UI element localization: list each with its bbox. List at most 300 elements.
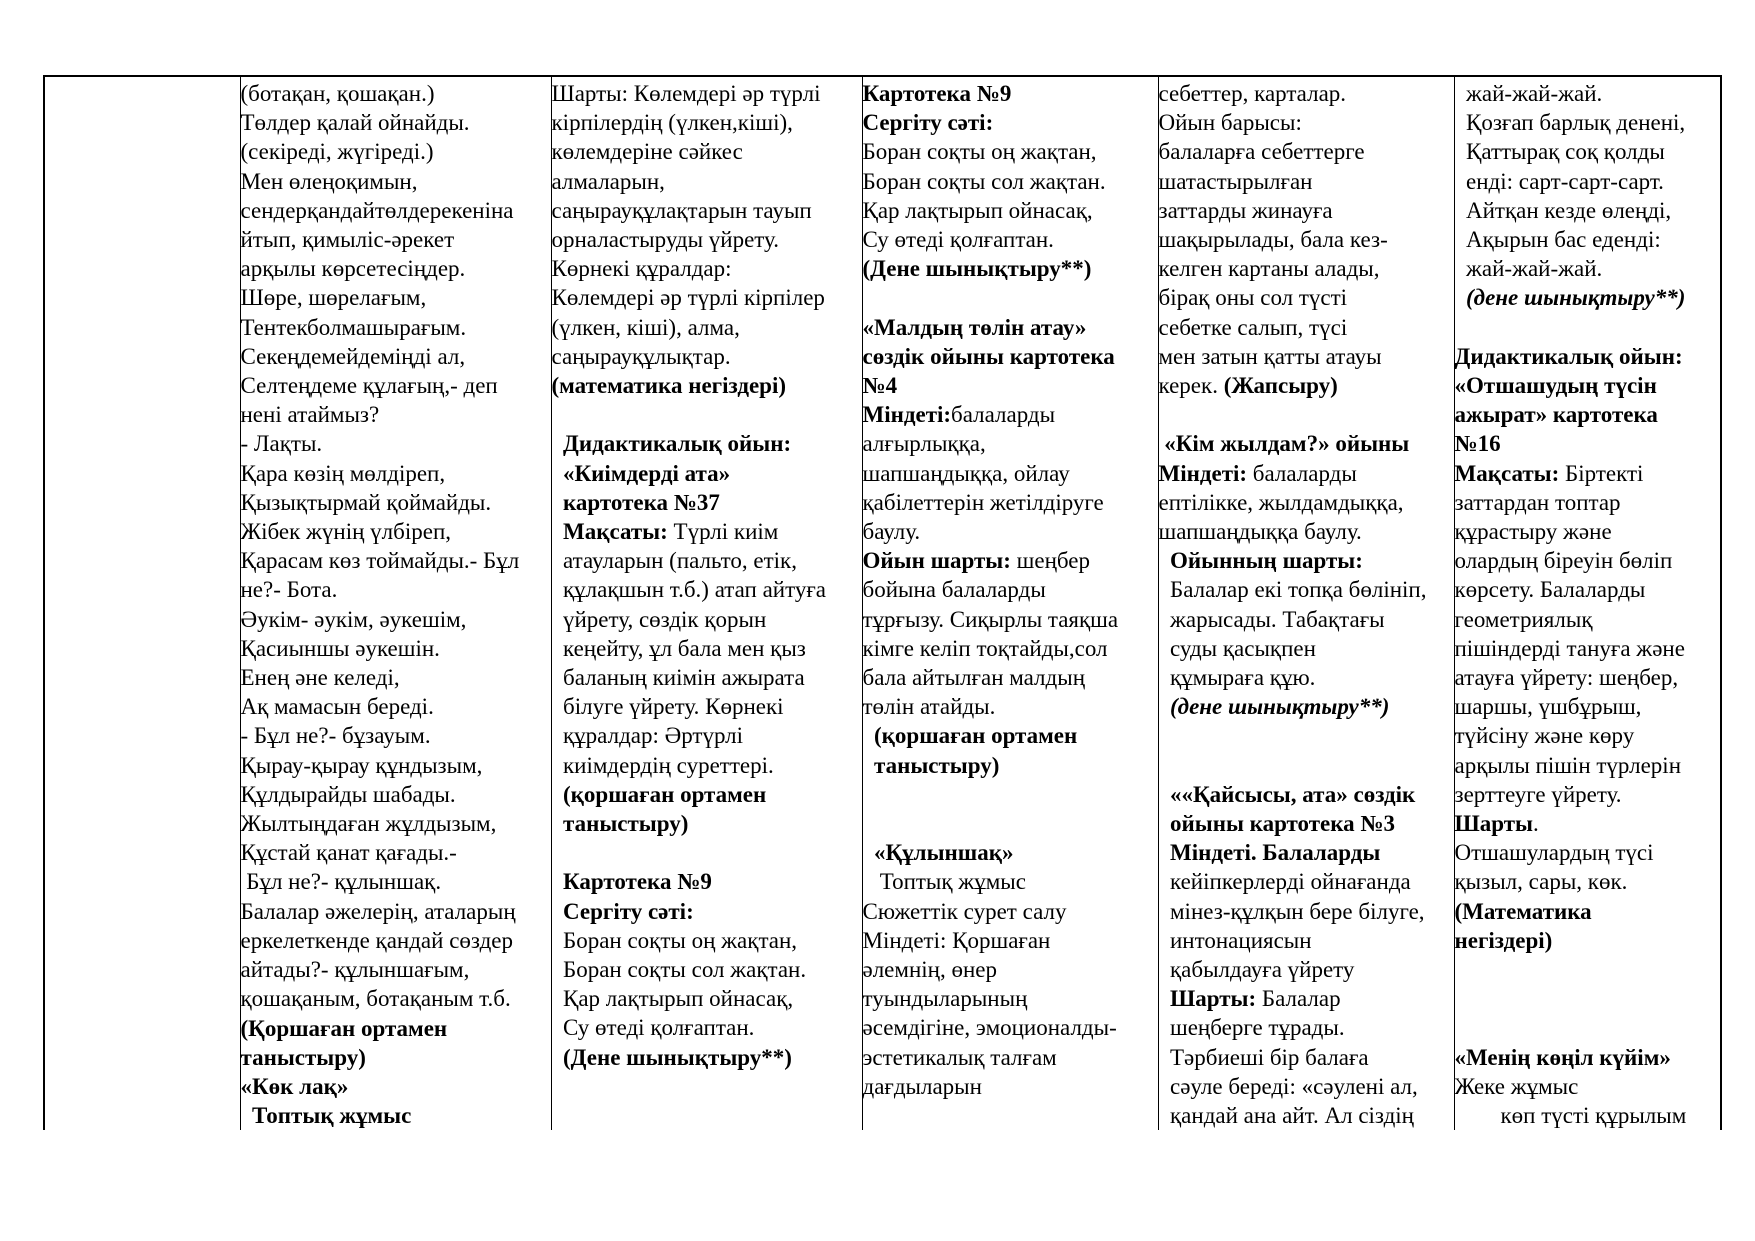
text-line (1159, 634, 1454, 663)
text-line (552, 605, 862, 634)
text-line-main: Картотека №9 (551, 869, 712, 895)
text-line (241, 1043, 551, 1072)
text-line-main: жай-жай-жай. (1454, 81, 1603, 106)
text-line-rest: Балалар (1261, 986, 1341, 1012)
text-line-main: арқылы көрсетесіңдер. (240, 256, 466, 282)
text-line-main: (Қоршаған ортамен (240, 1015, 448, 1041)
text-line (1159, 400, 1454, 429)
lesson-plan-table (43, 75, 1722, 1130)
text-line-main: қошақаным, ботақаным т.б. (240, 986, 511, 1012)
text-line-main: геометриялық (1454, 606, 1593, 632)
text-line-main: Ақырын бас еденді: (1454, 227, 1661, 253)
text-line-main: Топтық жұмыс (862, 869, 1026, 895)
text-line (241, 371, 551, 400)
text-line (1159, 897, 1454, 926)
text-line (552, 313, 862, 342)
text-line (1159, 283, 1454, 312)
text-line-rest: Біртекті (1565, 460, 1644, 486)
text-line (863, 838, 1158, 867)
text-line (1159, 721, 1454, 750)
text-line (1455, 517, 1721, 546)
text-line-main: йтып, қимыліс-әрекет (240, 227, 455, 253)
text-line (863, 429, 1158, 458)
text-line-main: қандай ана айт. Ал сіздің (1158, 1103, 1414, 1129)
text-line (863, 546, 1158, 575)
text-line (552, 663, 862, 692)
text-line (1455, 167, 1721, 196)
text-line-main: балаларға себеттерге (1158, 139, 1365, 165)
text-line-main: (үлкен, кіші), алма, (551, 314, 740, 340)
text-line (241, 225, 551, 254)
text-line-main: Секеңдемейдеміңді ал, (240, 343, 466, 369)
text-line (1159, 254, 1454, 283)
text-line (552, 838, 862, 867)
text-line-main: мінез-құлқын бере білуге, (1158, 898, 1425, 924)
text-line (1455, 1072, 1721, 1101)
text-line-main: Қар лақтырып ойнасақ, (551, 986, 794, 1012)
text-line (241, 137, 551, 166)
text-line (552, 225, 862, 254)
text-line (863, 459, 1158, 488)
text-line-main: «Менің көңіл күйім» (1454, 1044, 1671, 1070)
text-line-main: Мақсаты: (1454, 460, 1566, 486)
text-line (1455, 867, 1721, 896)
text-line-main: Балалар әжелерің, аталарың (240, 898, 516, 924)
text-line-main: кімге келіп тоқтайды,сол (862, 635, 1108, 661)
text-line-main: Ойынның шарты: (1158, 548, 1363, 574)
text-line (863, 809, 1158, 838)
text-line (1455, 225, 1721, 254)
text-line (863, 605, 1158, 634)
text-line-main: (ботақан, қошақан.) (240, 81, 435, 106)
text-line (241, 663, 551, 692)
text-line-main: бала айтылған малдың (862, 665, 1085, 691)
text-line-main: үйрету, сөздік қорын (551, 606, 767, 632)
text-line-main: келген картаны алады, (1158, 256, 1380, 282)
text-line (863, 634, 1158, 663)
text-line-main: Ақ мамасын береді. (240, 694, 434, 720)
text-line (863, 1072, 1158, 1101)
text-line (1159, 546, 1454, 575)
text-line-main: көп түсті құрылым (1454, 1103, 1687, 1129)
text-line (552, 342, 862, 371)
text-line (1159, 137, 1454, 166)
text-line-main: Отшашулардың түсі (1454, 840, 1654, 866)
text-line-main: Ойын шарты: (862, 548, 1017, 574)
text-line (241, 517, 551, 546)
text-line-main: Жеке жұмыс (1454, 1073, 1579, 1099)
text-line-main: (дене шынықтыру**) (1454, 285, 1686, 311)
text-line (1455, 575, 1721, 604)
text-line-main: Сергіту сәті: (551, 898, 694, 924)
text-line-main: алғырлыққа, (862, 431, 986, 457)
text-line (1455, 400, 1721, 429)
text-line-main: Қара көзің мөлдіреп, (240, 460, 446, 486)
table-cell-column-3 (862, 76, 1158, 1130)
text-line-main: таныстыру) (551, 811, 689, 837)
text-line (241, 254, 551, 283)
text-line (552, 517, 862, 546)
text-line (863, 721, 1158, 750)
text-line (1455, 459, 1721, 488)
text-line (241, 955, 551, 984)
text-line (552, 780, 862, 809)
text-line (241, 575, 551, 604)
text-line-main: Міндеті: Қоршаған (862, 927, 1051, 953)
text-line-main: себеттер, карталар. (1158, 81, 1347, 106)
text-line (1159, 1101, 1454, 1130)
text-line (1455, 313, 1721, 342)
text-line-main: Әукім- әукім, әукешім, (240, 606, 467, 632)
text-line-main: бірақ оны сол түсті (1158, 285, 1348, 311)
text-line (552, 429, 862, 458)
text-line (241, 692, 551, 721)
text-line-main: не?- Бота. (240, 577, 338, 603)
text-line (1455, 108, 1721, 137)
text-line (552, 721, 862, 750)
text-line (552, 254, 862, 283)
text-line-rest: балаларды (951, 402, 1056, 428)
text-line-main: заттардан топтар (1454, 489, 1621, 515)
text-line-main: арқылы пішін түрлерін (1454, 752, 1682, 778)
text-line (241, 984, 551, 1013)
text-line-main: баланың киімін ажырата (551, 665, 805, 691)
text-line-main: Айтқан кезде өлеңді, (1454, 197, 1672, 223)
text-line-main: керек. (1158, 373, 1224, 399)
text-line-main: әлемнің, өнер (862, 957, 997, 983)
text-line (863, 137, 1158, 166)
text-line (241, 1101, 551, 1130)
text-line (863, 897, 1158, 926)
text-line-main: заттарды жинауға (1158, 197, 1333, 223)
text-line (1159, 867, 1454, 896)
text-line-main: «Малдың төлін атау» (862, 314, 1087, 340)
text-line (1159, 780, 1454, 809)
text-line (1159, 225, 1454, 254)
text-line-main: - Бұл не?- бұзауым. (240, 723, 431, 749)
text-line (1455, 488, 1721, 517)
text-line-main: Боран соқты сол жақтан. (551, 957, 807, 983)
text-line (1455, 926, 1721, 955)
text-line (552, 926, 862, 955)
text-line (552, 575, 862, 604)
text-line (863, 1043, 1158, 1072)
text-line-main: Көлемдері әр түрлі кірпілер (551, 285, 825, 311)
text-line-main: саңырауқұлықтар. (551, 343, 731, 369)
text-line-main: себетке салып, түсі (1158, 314, 1348, 340)
text-line (1159, 1072, 1454, 1101)
text-line (863, 751, 1158, 780)
text-line (1159, 196, 1454, 225)
text-line-main: Су өтеді қолғаптан. (551, 1015, 755, 1041)
text-line-main: білуге үйрету. Көрнекі (551, 694, 784, 720)
text-line (552, 79, 862, 108)
text-line (1455, 984, 1721, 1013)
text-line-main: көрсету. Балаларды (1454, 577, 1646, 603)
text-line (241, 838, 551, 867)
text-line-main: айтады?- құлыншағым, (240, 957, 470, 983)
text-line (552, 108, 862, 137)
text-line-main: шапшаңдыққа, ойлау (862, 460, 1070, 486)
text-line (1455, 196, 1721, 225)
text-line-main: Боран соқты оң жақтан, (551, 927, 798, 953)
text-line-main: Селтеңдеме құлағың,- деп (240, 373, 498, 399)
text-line-main: Картотека №9 (862, 81, 1012, 106)
text-line (863, 575, 1158, 604)
text-line (552, 809, 862, 838)
text-line-main: Балалар екі топқа бөлініп, (1158, 577, 1427, 603)
text-line-main: (дене шынықтыру**) (1158, 694, 1390, 720)
text-line (241, 79, 551, 108)
text-line (241, 867, 551, 896)
text-line (241, 926, 551, 955)
text-line-rest: . (1533, 811, 1539, 837)
text-line (863, 283, 1158, 312)
text-line-main: - Лақты. (240, 431, 323, 457)
text-line-main: қызыл, сары, көк. (1454, 869, 1628, 895)
text-line (863, 692, 1158, 721)
text-line-main: Төлдер қалай ойнайды. (240, 110, 470, 136)
text-line (863, 1013, 1158, 1042)
text-line (863, 926, 1158, 955)
text-line (1159, 663, 1454, 692)
text-line-main: интонациясын (1158, 927, 1312, 953)
text-line-main: бойына балаларды (862, 577, 1046, 603)
text-line-main: Шарты: (1158, 986, 1262, 1012)
text-line (863, 313, 1158, 342)
text-line-main: шеңберге тұрады. (1158, 1015, 1345, 1041)
text-line (241, 196, 551, 225)
text-line-main: (Дене шынықтыру**) (551, 1044, 792, 1070)
text-line-main: «Отшашудың түсін (1454, 373, 1657, 399)
text-line-main: эстетикалық талғам (862, 1044, 1057, 1070)
text-line (552, 751, 862, 780)
text-line-main: киімдердің суреттері. (551, 752, 774, 778)
text-line (241, 1072, 551, 1101)
text-line-main: саңырауқұлақтарын тауып (551, 197, 812, 223)
text-line (1159, 575, 1454, 604)
text-line (1159, 517, 1454, 546)
text-line (1455, 137, 1721, 166)
text-line (863, 488, 1158, 517)
text-line (1159, 342, 1454, 371)
text-line (1455, 955, 1721, 984)
text-line (241, 488, 551, 517)
text-line-main: құрастыру және (1454, 519, 1612, 545)
text-line (241, 459, 551, 488)
text-line-main: ойыны картотека №3 (1158, 811, 1396, 837)
text-line (552, 196, 862, 225)
text-line (552, 1043, 862, 1072)
text-line-main: әсемдігіне, эмоционалды- (862, 1015, 1117, 1041)
text-line-rest: балаларды (1252, 460, 1357, 486)
text-line-main: мен затын қатты атауы (1158, 343, 1382, 369)
text-line-main: нені атаймыз? (240, 402, 380, 428)
text-line (552, 167, 862, 196)
table-cell-column-2 (551, 76, 862, 1130)
text-line-main: ажырат» картотека (1454, 402, 1658, 428)
text-line (1455, 546, 1721, 575)
text-line (552, 984, 862, 1013)
text-line-main: шапшаңдыққа баулу. (1158, 519, 1362, 545)
text-line-main: Құстай қанат қағады.- (240, 840, 457, 866)
text-line-main: Қар лақтырып ойнасақ, (862, 197, 1093, 223)
text-line-main: Енең әне келеді, (240, 665, 400, 691)
text-line-main: Қарасам көз тоймайды.- Бұл (240, 548, 520, 574)
text-line (863, 167, 1158, 196)
text-line (1159, 429, 1454, 458)
text-line-main: Мен өлеңоқимын, (240, 168, 418, 194)
text-line-main: Құлдырайды шабады. (240, 781, 456, 807)
text-line-main: Көрнекі құралдар: (551, 256, 732, 282)
text-line-main: Қырау-қырау құндызым, (240, 752, 483, 778)
text-line (552, 692, 862, 721)
text-line (1455, 809, 1721, 838)
text-line-main: құмыраға құю. (1158, 665, 1316, 691)
text-line-main: Сюжеттік сурет салу (862, 898, 1067, 924)
text-line-rest: Түрлі киім (673, 519, 779, 545)
text-line-main: «Көк лақ» (240, 1073, 349, 1099)
text-line (1455, 634, 1721, 663)
text-line-main: таныстыру) (240, 1044, 366, 1070)
text-line-main: негіздері) (1454, 927, 1553, 953)
text-line (1455, 751, 1721, 780)
text-line (1159, 838, 1454, 867)
text-line (552, 459, 862, 488)
text-line (1159, 108, 1454, 137)
text-line (863, 371, 1158, 400)
text-line (1159, 167, 1454, 196)
table-row (44, 76, 1721, 1130)
text-line-main: зерттеуге үйрету. (1454, 781, 1622, 807)
text-line (1455, 663, 1721, 692)
text-line-main: Мақсаты: (551, 519, 674, 545)
text-line-main: кейіпкерлерді ойнағанда (1158, 869, 1411, 895)
text-line (552, 867, 862, 896)
text-line (1455, 838, 1721, 867)
text-line-main: шатастырылған (1158, 168, 1313, 194)
text-line (863, 517, 1158, 546)
text-line-main: суды қасықпен (1158, 635, 1316, 661)
text-line (241, 429, 551, 458)
text-line-main: Шөре, шөрелағым, (240, 285, 427, 311)
text-line-main: енді: сарт-сарт-сарт. (1454, 168, 1664, 194)
text-line (863, 79, 1158, 108)
table-cell-column-4 (1158, 76, 1454, 1130)
text-line (241, 897, 551, 926)
text-line-main: кірпілердің (үлкен,кіші), (551, 110, 793, 136)
text-line (241, 809, 551, 838)
text-line-main: картотека №37 (551, 489, 720, 515)
text-line-main: алмаларын, (551, 168, 665, 194)
text-line-main: ««Қайсысы, ата» сөздік (1158, 781, 1416, 807)
text-line (241, 605, 551, 634)
text-line (1455, 692, 1721, 721)
text-line-main: құлақшын т.б.) атап айтуға (551, 577, 827, 603)
text-line-main: дағдыларын (862, 1073, 982, 1099)
text-line (1159, 692, 1454, 721)
text-line-main: «Киімдерді ата» (551, 460, 731, 486)
text-line-main: сәуле береді: «сәулені ал, (1158, 1073, 1418, 1099)
text-line (552, 371, 862, 400)
text-line (1455, 342, 1721, 371)
text-line-main: Қаттырақ соқ қолды (1454, 139, 1665, 165)
text-line-main: Міндеті: (862, 402, 952, 428)
text-line (241, 283, 551, 312)
text-line-main: Тәрбиеші бір балаға (1158, 1044, 1369, 1070)
text-line (1455, 780, 1721, 809)
text-line (863, 342, 1158, 371)
text-line (1455, 371, 1721, 400)
text-line (552, 488, 862, 517)
text-line-main: Жылтыңдаған жұлдызым, (240, 811, 497, 837)
text-line-main: (математика негіздері) (551, 373, 787, 399)
text-line (552, 897, 862, 926)
text-line-main: Қызықтырмай қоймайды. (240, 489, 492, 515)
text-line-main: Тентекболмашырағым. (240, 314, 467, 340)
text-line (1159, 459, 1454, 488)
text-line-main: жай-жай-жай. (1454, 256, 1603, 282)
text-line-main: олардың біреуін бөліп (1454, 548, 1673, 574)
text-line-main: (Математика (1454, 898, 1592, 924)
text-line (552, 400, 862, 429)
text-line-main: жарысады. Табақтағы (1158, 606, 1385, 632)
text-line-main: Шарты (1454, 811, 1534, 837)
text-line-main: Дидактикалық ойын: (1454, 343, 1683, 369)
text-line (552, 283, 862, 312)
text-line (1159, 488, 1454, 517)
text-line (863, 108, 1158, 137)
text-line (241, 167, 551, 196)
text-line (863, 400, 1158, 429)
text-line-main: №4 (862, 373, 898, 399)
text-line-main: ептілікке, жылдамдыққа, (1158, 489, 1404, 515)
text-line (552, 137, 862, 166)
text-line-main: (Дене шынықтыру**) (862, 256, 1092, 282)
table-cell-column-5 (1454, 76, 1721, 1130)
text-line (1455, 1043, 1721, 1072)
text-line (1159, 371, 1454, 400)
text-line-main: (секіреді, жүгіреді.) (240, 139, 434, 165)
text-line (241, 400, 551, 429)
text-line-main: «Кім жылдам?» ойыны (1158, 431, 1410, 457)
text-line-main: Міндеті: (1158, 460, 1253, 486)
text-line-main: пішіндерді тануға және (1454, 635, 1685, 661)
text-line (241, 342, 551, 371)
text-line (1159, 809, 1454, 838)
text-line-main: еркелеткенде қандай сөздер (240, 927, 513, 953)
text-line-main: түйсіну және көру (1454, 723, 1635, 749)
text-line (863, 867, 1158, 896)
text-line (863, 225, 1158, 254)
text-line (1455, 721, 1721, 750)
text-line-main: Қасиыншы әукешін. (240, 635, 440, 661)
text-line (1455, 429, 1721, 458)
text-line (1159, 955, 1454, 984)
text-line-main: Бұл не?- құлыншақ. (240, 869, 442, 895)
text-line-main: (қоршаған ортамен (862, 723, 1078, 749)
text-line-main: баулу. (862, 519, 921, 545)
text-line-main: Қозғап барлық денені, (1454, 110, 1686, 136)
text-line-main: Жібек жүнің үлбіреп, (240, 519, 452, 545)
text-line-main: тұрғызу. Сиқырлы таяқша (862, 606, 1119, 632)
text-line (241, 546, 551, 575)
text-line-main: Шарты: Көлемдері әр түрлі (551, 81, 821, 106)
text-line-main: (қоршаған ортамен (551, 781, 767, 807)
text-line-main: сендерқандайтөлдерекеніна (240, 197, 514, 223)
text-line-main: «Құлыншақ» (862, 840, 1014, 866)
text-line (863, 663, 1158, 692)
